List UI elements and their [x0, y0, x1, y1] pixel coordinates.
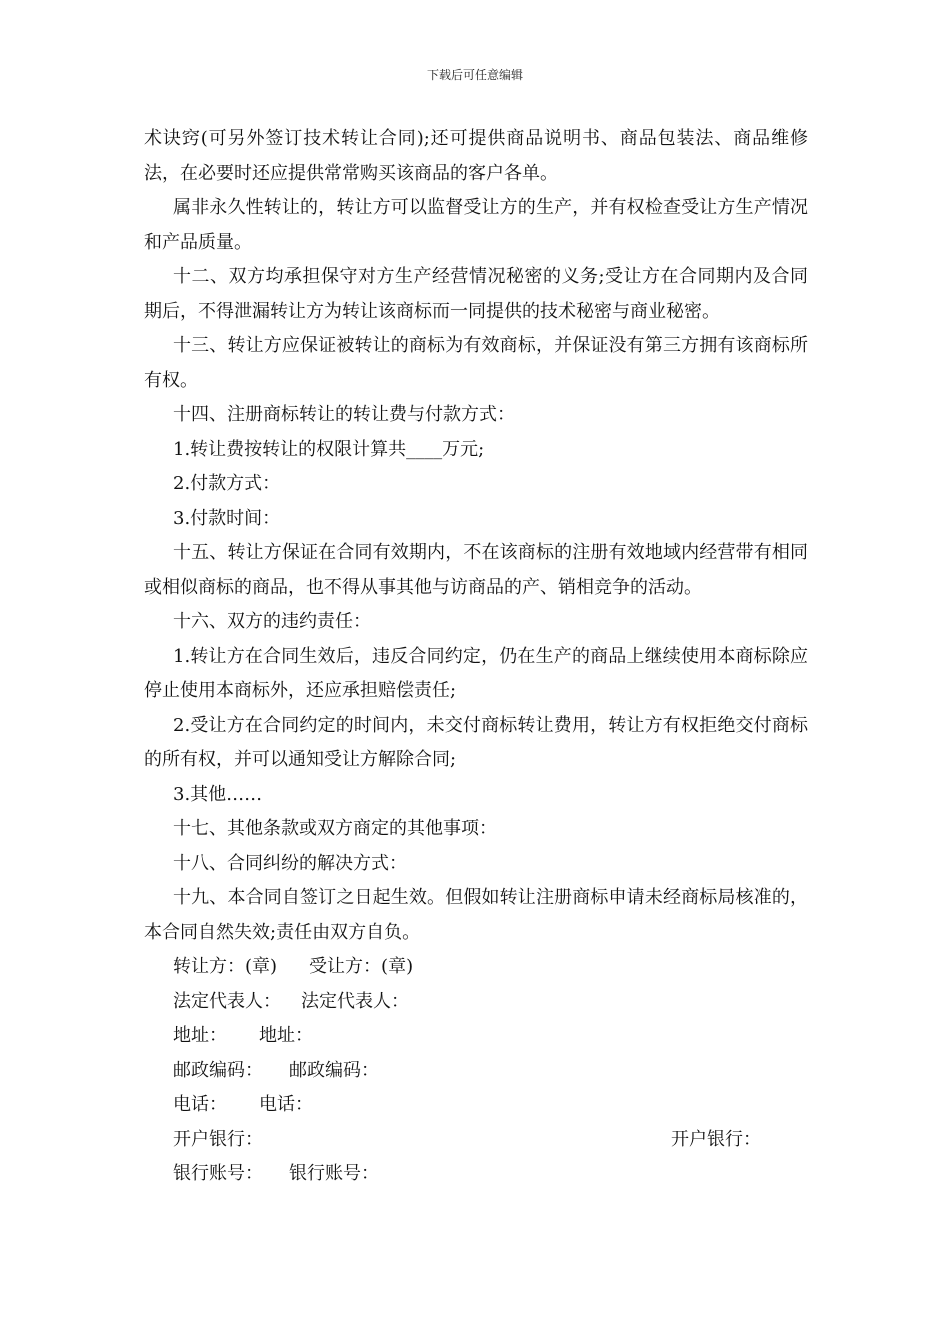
phone-label: 电话：	[173, 1094, 227, 1115]
signature-seal-row	[144, 950, 808, 985]
clause-16-item-1: 1.转让方在合同生效后，违反合同约定，仍在生产的商品上继续使用本商标除应停止使用本商标外，还应承担赔偿责任;	[144, 645, 808, 701]
legal-rep-label: 法定代表人：	[173, 990, 281, 1012]
clause-13: 十三、转让方应保证被转让的商标为有效商标，并保证没有第三方拥有该商标所有权。	[144, 335, 808, 391]
paragraph: 属非永久性转让的，转让方可以监督受让方的生产，并有权检查受让方生产情况和产品质量。	[144, 197, 808, 253]
clause-15: 十五、转让方保证在合同有效期内，不在该商标的注册有效地域内经营带有相同或相似商标的商品，也不得从事其他与访商品的产、销相竞争的活动。	[144, 542, 808, 598]
clause-14-item-2: 2.付款方式：	[173, 473, 281, 494]
clause-16: 十六、双方的违约责任：	[173, 611, 371, 632]
document-body	[144, 122, 808, 1192]
account-row	[144, 1157, 808, 1192]
clause-12: 十二、双方均承担保守对方生产经营情况秘密的义务;受让方在合同期内及合同期后，不得泄漏转让方为转让该商标而一同提供的技术秘密与商业秘密。	[144, 266, 808, 322]
paragraph: 术诀窍(可另外签订技术转让合同);还可提供商品说明书、商品包装法、商品维修法，在必要时还应提供常常购买该商品的客户各单。	[144, 128, 808, 184]
transferee-seal: 受让方：(章)	[309, 956, 414, 977]
clause-16-item-2: 2.受让方在合同约定的时间内，未交付商标转让费用，转让方有权拒绝交付商标的所有权，并可以通知受让方解除合同;	[144, 714, 808, 770]
clause-18: 十八、合同纠纷的解决方式：	[173, 852, 407, 874]
clause-19: 十九、本合同自签订之日起生效。但假如转让注册商标申请未经商标局核准的，本合同自然失效;责任由双方自负。	[144, 887, 808, 943]
bank-row	[144, 1123, 808, 1158]
clause-16-item-3: 3.其他……	[173, 783, 263, 805]
page-header: 下载后可任意编辑	[426, 68, 523, 82]
bank-label: 开户银行：	[671, 1128, 761, 1150]
account-label: 银行账号：	[289, 1163, 379, 1184]
address-label: 地址：	[173, 1025, 227, 1046]
phone-row	[144, 1088, 808, 1123]
legal-rep-label: 法定代表人：	[301, 990, 409, 1012]
legal-rep-row	[144, 985, 808, 1020]
transferor-seal: 转让方：(章)	[173, 956, 278, 977]
clause-14-item-1: 1.转让费按转让的权限计算共____万元;	[173, 438, 485, 460]
address-label: 地址：	[259, 1025, 313, 1046]
clause-17: 十七、其他条款或双方商定的其他事项：	[173, 818, 497, 839]
phone-label: 电话：	[259, 1094, 313, 1115]
clause-14: 十四、注册商标转让的转让费与付款方式：	[173, 404, 515, 425]
address-row	[144, 1019, 808, 1054]
clause-14-item-3: 3.付款时间：	[173, 507, 281, 529]
account-label: 银行账号：	[173, 1163, 263, 1184]
postcode-label: 邮政编码：	[289, 1059, 379, 1081]
postcode-row	[144, 1054, 808, 1089]
postcode-label: 邮政编码：	[173, 1059, 263, 1081]
bank-label: 开户银行：	[173, 1128, 263, 1150]
